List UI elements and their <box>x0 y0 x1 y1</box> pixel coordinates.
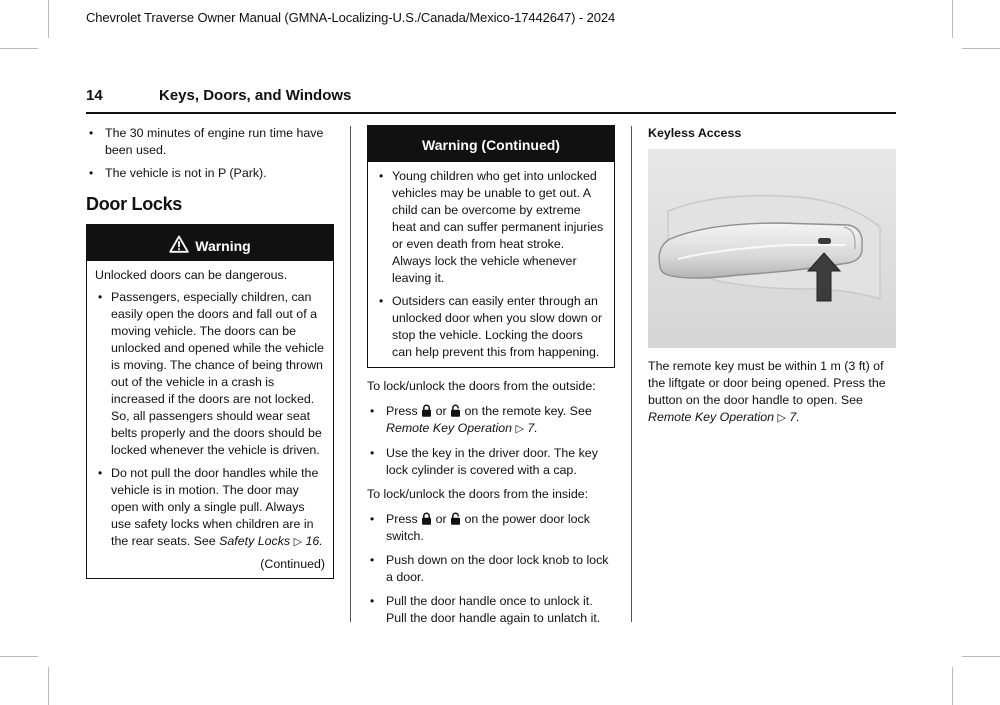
crop-mark <box>0 656 38 657</box>
list-item: • Outsiders can easily enter through an unlocked door when you slow down or stop the vehicle. Locking the doors can help prevent this from happening. <box>376 293 606 361</box>
warning-header <box>87 225 333 261</box>
crop-mark <box>0 48 38 49</box>
crop-mark <box>952 0 953 38</box>
lock-icon <box>421 512 432 525</box>
list-item <box>95 465 325 551</box>
page-number: 14 <box>86 87 103 104</box>
list-item: • Passengers, especially children, can easily open the doors and fall out of a moving vehicle. The doors can be unlocked and opened while the vehicle is moving. The chance of being thrown out of the vehicle in a crash is increased if the doors are not locked. So, all passengers should wear seat belts properly and the doors should be locked whenever the vehicle is driven. <box>95 289 325 459</box>
warning-continued-header: Warning (Continued) <box>368 126 614 162</box>
list-item: • Young children who get into unlocked vehicles may be unable to get out. A child can be overcome by extreme heat and can suffer permanent injuries or even death from heat stroke. Always lock the vehicle whenever leaving it. <box>376 168 606 287</box>
list-item: • Press or on the remote key. See Remote Key Operation ▷ 7. <box>367 403 615 438</box>
door-handle-illustration <box>648 149 896 348</box>
warning-intro: Unlocked doors can be dangerous. <box>95 268 288 282</box>
warning-body <box>87 261 333 578</box>
list-item: • Press or on the power door lock switch. <box>367 511 615 545</box>
remote-key-operation-link[interactable]: Remote Key Operation ▷ 7. <box>648 410 800 424</box>
page-reference-icon: ▷ <box>515 423 524 435</box>
remote-key-operation-link[interactable]: Remote Key Operation ▷ 7. <box>386 421 538 435</box>
column-3 <box>648 125 898 142</box>
warning-box <box>86 224 334 579</box>
crop-mark <box>962 48 1000 49</box>
column-divider <box>350 126 351 622</box>
inside-intro: To lock/unlock the doors from the inside: <box>367 487 589 501</box>
crop-mark <box>48 667 49 705</box>
warning-triangle-icon <box>169 235 189 253</box>
column-1 <box>86 125 334 579</box>
list-item: • Pull the door handle once to unlock it. Pull the door handle again to unlatch it. <box>367 593 615 627</box>
door-locks-heading: Door Locks <box>86 194 183 214</box>
warning-continued-box <box>367 125 615 368</box>
page-reference-icon: ▷ <box>777 412 786 424</box>
document-title: Chevrolet Traverse Owner Manual (GMNA-Localizing-U.S./Canada/Mexico-17442647) - 2024 <box>86 10 616 25</box>
crop-mark <box>48 0 49 38</box>
keyless-access-paragraph: The remote key must be within 1 m (3 ft) of the liftgate or door being opened. Press the button on the door handle to open. See Remote Key Operation ▷ 7. <box>648 359 886 424</box>
page-reference-icon: ▷ <box>293 536 303 548</box>
list-item: • The vehicle is not in P (Park). <box>86 165 334 182</box>
unlock-icon <box>450 512 461 525</box>
column-3-text <box>648 358 898 427</box>
outside-intro: To lock/unlock the doors from the outside: <box>367 379 596 393</box>
continued-label: (Continued) <box>260 557 325 571</box>
list-item: • Use the key in the driver door. The key lock cylinder is covered with a cap. <box>367 445 615 479</box>
header-rule <box>86 112 896 114</box>
list-item: • The 30 minutes of engine run time have been used. <box>86 125 334 159</box>
column-2 <box>367 125 615 627</box>
lock-icon <box>421 404 432 417</box>
unlock-icon <box>450 404 461 417</box>
keyless-access-heading: Keyless Access <box>648 126 742 140</box>
list-item-text: Do not pull the door handles while the vehicle is in motion. The door may open with only a single pull. Always use safety locks when children are in the rear seats. See <box>111 466 319 548</box>
safety-locks-link[interactable]: Safety Locks ▷ 16. <box>219 534 323 548</box>
warning-title: Warning <box>195 238 251 254</box>
list-item: • Push down on the door lock knob to lock a door. <box>367 552 615 586</box>
section-title: Keys, Doors, and Windows <box>159 87 352 104</box>
column-divider <box>631 126 632 622</box>
crop-mark <box>952 667 953 705</box>
warning-body <box>368 162 614 367</box>
crop-mark <box>962 656 1000 657</box>
